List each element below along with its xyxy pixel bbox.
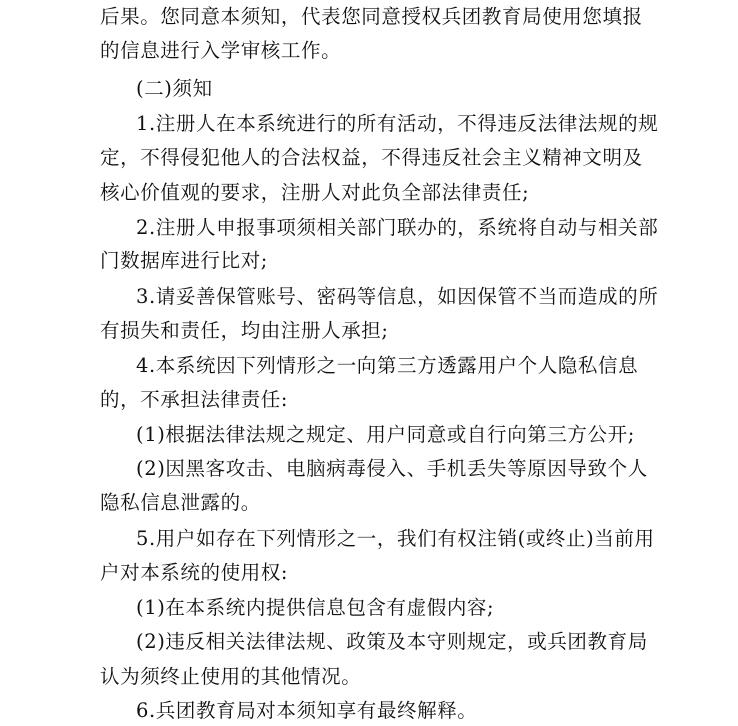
list-item: (2)因黑客攻击、电脑病毒侵入、手机丢失等原因导致个人 xyxy=(136,457,648,480)
paragraph-line: 核心价值观的要求，注册人对此负全部法律责任; xyxy=(100,181,530,204)
paragraph-line: 1.注册人在本系统进行的所有活动，不得违反法律法规的规 xyxy=(136,112,659,135)
section-heading: (二)须知 xyxy=(136,77,213,100)
paragraph-line: 认为须终止使用的其他情况。 xyxy=(100,665,362,688)
paragraph-line: 的信息进行入学审核工作。 xyxy=(100,39,342,62)
list-item: (1)根据法律法规之规定、用户同意或自行向第三方公开; xyxy=(136,423,635,446)
paragraph-line: 的，不承担法律责任: xyxy=(100,388,289,411)
paragraph-line: 4.本系统因下列情形之一向第三方透露用户个人隐私信息 xyxy=(136,354,639,377)
paragraph-line: 门数据库进行比对; xyxy=(100,249,268,272)
list-item: (1)在本系统内提供信息包含有虚假内容; xyxy=(136,596,495,619)
paragraph-line: 定，不得侵犯他人的合法权益，不得违反社会主义精神文明及 xyxy=(100,146,643,169)
paragraph-line: 2.注册人申报事项须相关部门联办的，系统将自动与相关部 xyxy=(136,216,659,239)
list-item: (2)违反相关法律法规、政策及本守则规定，或兵团教育局 xyxy=(136,630,648,653)
paragraph-line: 隐私信息泄露的。 xyxy=(100,491,261,514)
paragraph-line: 户对本系统的使用权: xyxy=(100,561,289,584)
paragraph-line: 后果。您同意本须知，代表您同意授权兵团教育局使用您填报 xyxy=(100,5,643,28)
paragraph-line: 3.请妥善保管账号、密码等信息，如因保管不当而造成的所 xyxy=(136,285,659,308)
paragraph-line: 6.兵团教育局对本须知享有最终解释。 xyxy=(136,699,478,722)
paragraph-line: 5.用户如存在下列情形之一，我们有权注销(或终止)当前用 xyxy=(136,527,655,550)
paragraph-line: 有损失和责任，均由注册人承担; xyxy=(100,319,389,342)
